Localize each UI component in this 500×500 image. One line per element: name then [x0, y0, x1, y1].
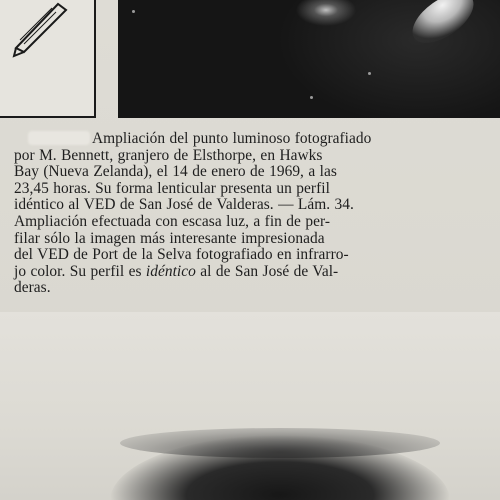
- caption-line: del VED de Port de la Selva fotografiado en infrarro-: [14, 246, 349, 264]
- luminous-object: [404, 0, 482, 53]
- caption-line: Ampliación del punto luminoso fotografiado: [92, 130, 372, 147]
- photo-speck: [368, 72, 371, 75]
- caption-text: al de San José de Val-: [195, 262, 339, 280]
- caption-line: 23,45 horas. Su forma lenticular presenta un perfil: [14, 179, 330, 197]
- caption-line: Bay (Nueva Zelanda), el 14 de enero de 1969, a las: [14, 163, 337, 181]
- top-photograph: [0, 0, 500, 122]
- caption-line: filar sólo la imagen más interesante impresionada: [14, 229, 325, 247]
- caption-line: idéntico al VED de San José de Valderas. — Lám. 34.: [14, 196, 354, 214]
- caption-text: jo color. Su perfil es: [14, 262, 146, 280]
- night-sky-photo: [118, 0, 500, 118]
- caption-line: deras.: [14, 279, 51, 297]
- pen-sketch-icon: [0, 0, 96, 118]
- photo-speck: [132, 10, 135, 13]
- photo-caption: [14, 131, 482, 297]
- caption-line: Ampliación efectuada con escasa luz, a fin de per-: [14, 212, 330, 230]
- inset-drawing-frame: [0, 0, 96, 118]
- caption-line: por M. Bennett, granjero de Elsthorpe, en Hawks: [14, 146, 323, 164]
- caption-line: [14, 264, 482, 281]
- photo-speck: [310, 96, 313, 99]
- caption-emphasis: idéntico: [145, 262, 196, 280]
